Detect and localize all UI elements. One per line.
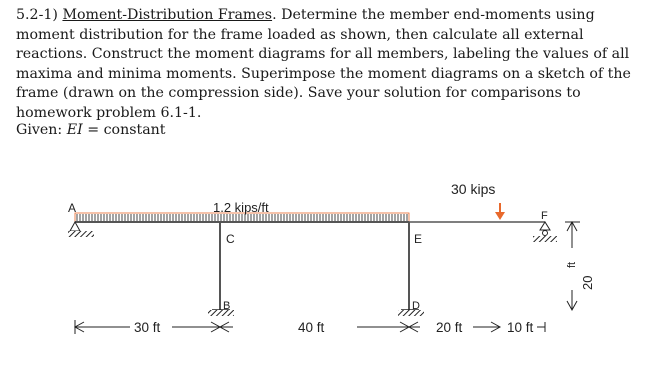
node-label-c: C: [226, 232, 235, 246]
problem-title: Moment-Distribution Frames: [62, 7, 273, 23]
node-label-a: A: [68, 201, 77, 215]
dim-label-ef: 20 ft: [436, 320, 463, 335]
given-suffix: = constant: [82, 122, 166, 138]
dim-label-cd: 40 ft: [298, 320, 325, 335]
distributed-load-label: 1.2 kips/ft: [213, 200, 269, 215]
problem-text: . Determine the member end-moments using moment distribution for the frame loaded as shown, then calculate all external reactions. Construct the moment diagrams for all members, labeling the values of all maxima and minima moments. Superimpose the moment diagrams on a sketch of the frame (drawn on the compression side). Save your solution for comparisons to homework problem 6.1-1.: [16, 7, 631, 121]
node-label-d: D: [412, 300, 420, 312]
point-load-label: 30 kips: [451, 181, 496, 197]
node-label-f: F: [541, 210, 548, 222]
point-load-arrow: [495, 203, 505, 220]
support-f: [533, 222, 557, 242]
support-d: [398, 310, 424, 316]
node-label-e: E: [414, 232, 423, 246]
given-symbol: EI: [66, 122, 83, 138]
node-label-b: B: [223, 300, 231, 312]
support-a: [68, 222, 94, 237]
problem-number: 5.2-1): [16, 7, 58, 23]
height-unit-label: ft: [566, 261, 578, 268]
dim-label-ab: 30 ft: [134, 320, 161, 335]
height-value-label: 20: [580, 275, 595, 290]
dim-label-fg: 10 ft: [507, 320, 534, 335]
given-prefix: Given:: [16, 122, 67, 138]
